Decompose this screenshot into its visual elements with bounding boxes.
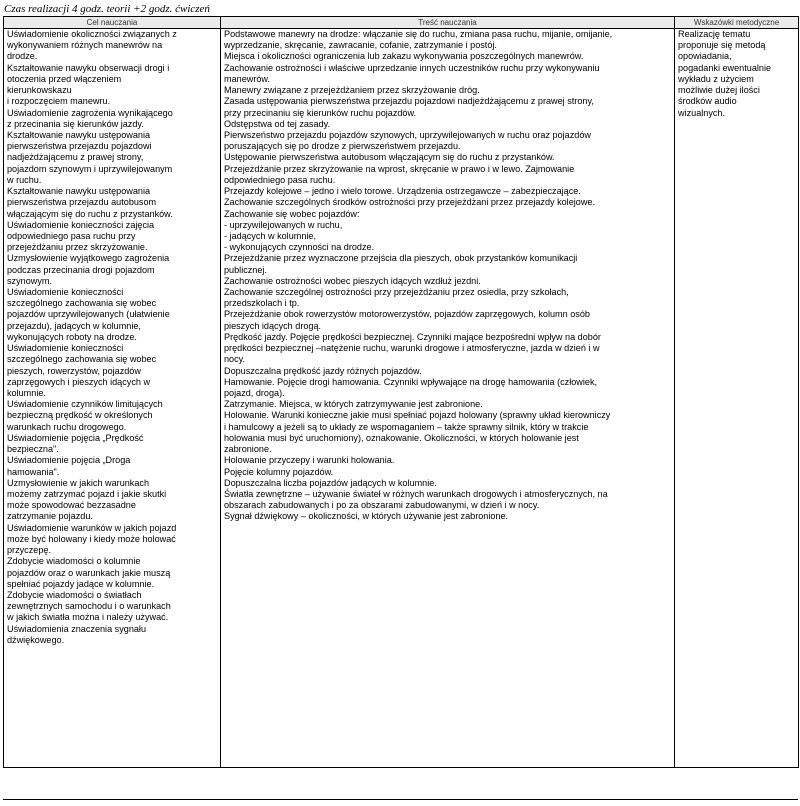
content-line: przy przecinaniu się kierunków ruchu pojazdów. xyxy=(224,107,417,118)
goal-line: z przecinania się kierunków jazdy. xyxy=(7,118,144,129)
goal-line: bezpieczna". xyxy=(7,444,59,455)
content-line: Odstępstwa od tej zasady. xyxy=(224,118,330,129)
content-line: Ustępowanie pierwszeństwa autobusom włączającym się do ruchu z przystanków. xyxy=(224,152,555,163)
content-line: nocy. xyxy=(224,354,246,365)
content-line: Zachowanie się wobec pojazdów: xyxy=(224,208,360,219)
goal-line: Uzmysłowienie wyjątkowego zagrożenia xyxy=(7,253,170,264)
goal-line: kolumnie. xyxy=(7,388,46,398)
content-line: publicznej. xyxy=(224,264,267,275)
goal-line: Uzmysłowienie w jakich warunkach xyxy=(7,477,150,488)
goal-line: pierwszeństwa przejazdu autobusom xyxy=(7,197,157,208)
goal-line: szynowym. xyxy=(7,275,52,286)
goal-line: Uświadomienie czynników limitujących xyxy=(7,399,163,410)
content-line: Holowanie przyczepy i warunki holowania. xyxy=(224,455,395,466)
content-line: - uprzywilejowanych w ruchu, xyxy=(224,219,343,230)
content-line: Dopuszczalna prędkość jazdy różnych pojazdów. xyxy=(224,365,422,376)
goal-line: i rozpoczęciem manewru. xyxy=(7,96,111,107)
content-line: wyprzedzanie, skręcanie, zawracanie, cofanie, zatrzymanie i postój. xyxy=(224,40,497,51)
goal-line: drodze. xyxy=(7,51,38,62)
content-line: Przejeżdżanie przez skrzyżowanie na wprost, skręcanie w prawo i w lewo. Zajmowanie xyxy=(224,163,575,174)
goal-line: Kształtowanie nawyku obserwacji drogi i xyxy=(7,62,170,73)
content-line: poruszających się po drodze z pierwszeństwem przejazdu. xyxy=(224,141,461,152)
goal-line: spełniać pojazdy jadące w kolumnie. xyxy=(7,578,155,589)
method-line: Realizację tematu xyxy=(678,29,751,39)
goal-line: w jakich światła można i należy używać. xyxy=(7,612,169,623)
goal-line: Uświadomienie pojęcia „Prędkość xyxy=(7,432,144,443)
method-line: pogadanki ewentualnie xyxy=(678,62,772,73)
content-line: Pierwszeństwo przejazdu pojazdów szynowych, uprzywilejowanych w ruchu oraz pojazdów xyxy=(224,129,591,140)
content-line: - jadących w kolumnie, xyxy=(224,230,316,241)
method-line: opowiadania, xyxy=(678,51,732,62)
goal-line: Uświadomienie okoliczności związanych z xyxy=(7,29,177,39)
goal-line: zatrzymanie pojazdu. xyxy=(7,511,93,522)
table-row xyxy=(4,29,799,768)
content-line: Manewry związane z przejeżdżaniem przez skrzyżowanie dróg. xyxy=(224,85,480,96)
content-line: Holowanie. Warunki konieczne jakie musi spełniać pojazd holowany (sprawny układ kierowniczy xyxy=(224,410,611,421)
goal-line: Uświadomienie konieczności xyxy=(7,287,124,298)
goal-line: Uświadomienie warunków w jakich pojazd xyxy=(7,522,177,533)
goal-line: otoczenia przed włączeniem xyxy=(7,73,122,84)
content-line: Zachowanie ostrożności wobec pieszych idących wzdłuż jezdni. xyxy=(224,275,481,286)
content-line: Miejsca i okoliczności ograniczenia lub zakazu wykonywania poszczególnych manewrów. xyxy=(224,51,584,62)
content-line: przedszkolach i tp. xyxy=(224,298,300,309)
page-bottom-divider xyxy=(3,799,798,800)
goal-line: kierunkowskazu xyxy=(7,85,72,96)
goal-line: pieszych, rowerzystów, pojazdów xyxy=(7,365,141,376)
column-header-goals: Cel nauczania xyxy=(4,17,221,29)
method-line: proponuje się metodą xyxy=(678,40,766,51)
goal-line: Uświadomienie konieczności xyxy=(7,343,124,354)
content-line: odpowiedniego pasa ruchu. xyxy=(224,174,336,185)
goal-line: Uświadomienie pojęcia „Droga xyxy=(7,455,131,466)
goal-line: Uświadomienie konieczności zajęcia xyxy=(7,219,155,230)
content-line: zabronione. xyxy=(224,444,272,455)
goal-line: warunkach ruchu drogowego. xyxy=(7,421,127,432)
content-line: Dopuszczalna liczba pojazdów jadących w kolumnie. xyxy=(224,477,437,488)
goal-line: Uświadomienia znaczenia sygnału xyxy=(7,623,147,634)
goal-line: wykonywaniem różnych manewrów na xyxy=(7,40,163,51)
content-line: prędkości bezpiecznej –natężenie ruchu, warunki drogowe i atmosferyczne, jazda w dzień i w xyxy=(224,343,600,354)
column-header-content: Treść nauczania xyxy=(221,17,675,29)
content-line: holowania musi być uruchomiony), oznakowanie. Okoliczności, w których holowanie jest xyxy=(224,432,579,443)
content-line: Zachowanie szczególnych środków ostrożności przy przejeżdżani przez przejazdy kolejowe. xyxy=(224,197,595,208)
table-header xyxy=(4,17,799,29)
goal-line: Uświadomienie zagrożenia wynikającego xyxy=(7,107,173,118)
goals-cell xyxy=(4,29,221,768)
content-line: obszarach zabudowanych i po za obszarami zabudowanymi, w dzień i w nocy. xyxy=(224,500,540,511)
method-line: środków audio xyxy=(678,96,737,107)
content-line: pojazd, droga). xyxy=(224,388,285,398)
goal-line: zaprzęgowych i pieszych idących w xyxy=(7,376,151,387)
goal-line: odpowiedniego pasa ruchu przy xyxy=(7,230,136,241)
content-line: Zachowanie ostrożności i właściwe uprzedzanie innych uczestników ruchu przy wykonywaniu xyxy=(224,62,600,73)
goal-line: może być holowany i kiedy może holować xyxy=(7,533,176,544)
goal-line: wykonujących roboty na drodze. xyxy=(7,331,137,342)
content-line: - wykonujących czynności na drodze. xyxy=(224,242,375,253)
goal-line: Zdobycie wiadomości o światłach xyxy=(7,589,142,600)
content-line: Prędkość jazdy. Pojęcie prędkości bezpiecznej. Czynniki mające bezpośredni wpływ na dobór xyxy=(224,331,601,342)
goal-line: pojazdom szynowym i uprzywilejowanym xyxy=(7,163,173,174)
goal-line: przyczepę. xyxy=(7,545,51,556)
content-cell xyxy=(221,29,675,768)
goal-line: podczas przecinania drogi pojazdom xyxy=(7,264,155,275)
goal-line: Zdobycie wiadomości o kolumnie xyxy=(7,556,141,567)
goal-line: Kształtowanie nawyku ustępowania xyxy=(7,186,151,197)
goal-line: dźwiękowego. xyxy=(7,634,65,645)
goal-line: zewnętrznych samochodu i o warunkach xyxy=(7,601,171,612)
methods-cell xyxy=(675,29,799,768)
goal-line: hamowania". xyxy=(7,466,60,477)
content-line: Zasada ustępowania pierwszeństwa przejazdu pojazdowi nadjeżdżającemu z prawej strony, xyxy=(224,96,594,107)
column-header-methods: Wskazówki metodyczne xyxy=(675,17,799,29)
goal-line: przejazdu), jadących w kolumnie, xyxy=(7,320,141,331)
content-line: Sygnał dźwiękowy – okoliczności, w których używanie jest zabronione. xyxy=(224,511,509,522)
goal-line: może spowodować bezzasadne xyxy=(7,500,136,511)
lesson-plan-table xyxy=(3,16,799,768)
method-line: wizualnych. xyxy=(678,107,726,118)
goal-line: szczególnego zachowania się wobec xyxy=(7,354,157,365)
method-line: wykładu z użyciem xyxy=(678,73,754,84)
goal-line: Kształtowanie nawyku ustępowania xyxy=(7,129,151,140)
method-line: możliwie dużej ilości xyxy=(678,85,760,96)
goal-line: pierwszeństwa przejazdu pojazdowi xyxy=(7,141,152,152)
goal-line: w ruchu. xyxy=(7,174,42,185)
time-allocation-caption: Czas realizacji 4 godz. teorii +2 godz. ćwiczeń xyxy=(4,3,210,15)
content-line: i hamulcowy a jeżeli są to układy ze wspomaganiem – także sprawny silnik, który w trakcie xyxy=(224,421,589,432)
goal-line: możemy zatrzymać pojazd i jakie skutki xyxy=(7,488,167,499)
goal-line: szczególnego zachowania się wobec xyxy=(7,298,157,309)
content-line: Zachowanie szczególnej ostrożności przy przejeżdżaniu przez osiedla, przy szkołach, xyxy=(224,287,569,298)
content-line: manewrów. xyxy=(224,73,270,84)
content-line: Przejeżdżanie przez wyznaczone przejścia dla pieszych, obok przystanków komunikacji xyxy=(224,253,578,264)
content-line: Przejazdy kolejowe – jedno i wielo torowe. Urządzenia ostrzegawcze – zabezpieczające. xyxy=(224,186,581,197)
content-line: pieszych idących drogą. xyxy=(224,320,322,331)
goal-line: przejeżdżaniu przez skrzyżowanie. xyxy=(7,242,148,253)
goal-line: nadjeżdżającemu z prawej strony, xyxy=(7,152,144,163)
content-line: Pojęcie kolumny pojazdów. xyxy=(224,466,334,477)
goal-line: włączającym się do ruchu z przystanków. xyxy=(7,208,173,219)
goal-line: pojazdów uprzywilejowanych (ułatwienie xyxy=(7,309,170,320)
goal-line: pojazdów oraz o warunkach jakie muszą xyxy=(7,567,171,578)
content-line: Podstawowe manewry na drodze: włączanie się do ruchu, zmiana pasa ruchu, mijanie, omijanie, xyxy=(224,29,613,39)
content-line: Światła zewnętrzne – używanie świateł w różnych warunkach drogowych i atmosferycznych, na xyxy=(224,488,608,499)
content-line: Przejeżdżanie obok rowerzystów motorowerzystów, pojazdów zaprzęgowych, kolumn osób xyxy=(224,309,590,320)
goal-line: bezpieczną prędkość w określonych xyxy=(7,410,153,421)
content-line: Zatrzymanie. Miejsca, w których zatrzymywanie jest zabronione. xyxy=(224,399,483,410)
content-line: Hamowanie. Pojęcie drogi hamowania. Czynniki wpływające na drogę hamowania (człowiek, xyxy=(224,376,598,387)
